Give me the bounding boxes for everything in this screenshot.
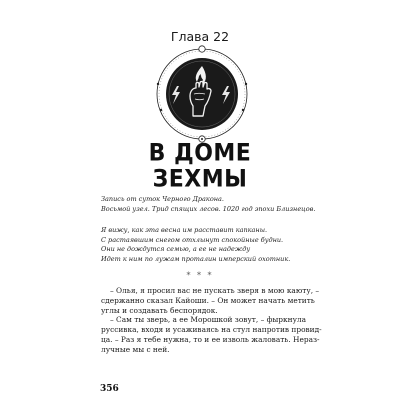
- epigraph-source: [101, 195, 361, 214]
- body-line: лучные мы с ней.: [101, 344, 170, 354]
- epigraph-poem: [101, 226, 361, 264]
- section-separator: * * *: [186, 271, 214, 280]
- body-line: – Олья, я просил вас не пускать зверя в мою каюту, –: [110, 286, 320, 295]
- chapter-title-line: В ДОМЕ: [148, 140, 252, 167]
- poem-line: Они не дождутся семью, а ее не надежду: [101, 245, 251, 253]
- poem-line: Идет к ним по лужам проталин имперский охотник.: [101, 254, 291, 263]
- page-number: 356: [100, 384, 119, 394]
- poem-line: С растаявшим снегом отхлынут спокойные будни.: [101, 235, 284, 244]
- chapter-title-line: ЗЕХМЫ: [152, 165, 248, 193]
- poem-line: Я вижу, как эта весна им расставит капканы.: [101, 226, 268, 234]
- body-line: углы и создавать беспорядок.: [101, 305, 218, 315]
- epigraph-source-line: Восьмой узел. Трид спящих лесов. 1020 год эпохи Близнецов.: [101, 204, 316, 213]
- chapter-label: Глава 22: [170, 29, 230, 44]
- body-line: – Сам ты зверь, а ее Морошкой зовут, – фыркнула: [110, 315, 307, 325]
- body-text: [101, 286, 363, 355]
- body-line: сдержанно сказал Кайоши. – Он может начать метить: [101, 295, 315, 305]
- chapter-emblem: [147, 44, 257, 144]
- chapter-title: [0, 141, 400, 193]
- epigraph-source-line: Запись от суток Черного Дракона.: [101, 195, 224, 203]
- body-line: руссивка, входя и усаживаясь на стул напротив провид-: [101, 325, 322, 335]
- body-line: ца. – Раз я тебе нужна, то и ее изволь жаловать. Нераз-: [101, 334, 320, 344]
